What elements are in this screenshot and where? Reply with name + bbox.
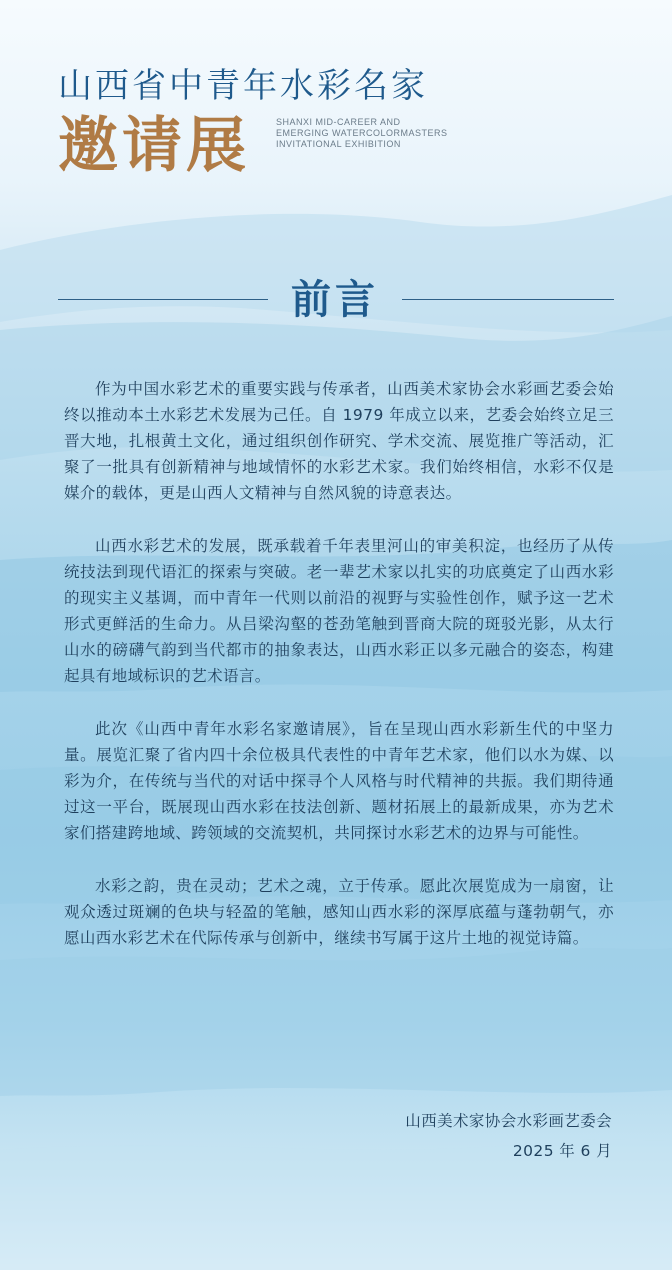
section-title-preface: 前言 [291,276,379,323]
preface-paragraph: 此次《山西中青年水彩名家邀请展》，旨在呈现山西水彩新生代的中坚力量。展览汇聚了省内四十余位极具代表性的中青年艺术家，他们以水为媒、以彩为介，在传统与当代的对话中探寻个人风格与时代精神的共振。我们期待通过这一平台，既展现山西水彩在技法创新、题材拓展上的最新成果，亦为艺术家们搭建跨地域、跨领域的交流契机，共同探讨水彩艺术的边界与可能性。 [64,720,614,842]
exhibition-title: 山西省中青年水彩名家 [58,66,428,106]
english-title-line: SHANXI MID-CAREER AND [276,117,401,127]
divider-right [402,299,614,300]
preface-paragraph: 作为中国水彩艺术的重要实践与传承者，山西美术家协会水彩画艺委会始终以推动本土水彩艺术发展为己任。自 1979 年成立以来，艺委会始终立足三晋大地，扎根黄土文化，通过组织创作研究、学术交流、展览推广等活动，汇聚了一批具有创新精神与地域情怀的水彩艺术家。我们始终相信，水彩不仅是媒介的载体，更是山西人文精神与自然风貌的诗意表达。 [64,380,614,502]
signature-block [405,1106,612,1166]
preface-body [64,376,614,978]
divider-left [58,299,268,300]
preface-paragraph: 水彩之韵，贵在灵动；艺术之魂，立于传承。愿此次展览成为一扇窗，让观众透过斑斓的色块与轻盈的笔触，感知山西水彩的深厚底蕴与蓬勃朝气，亦愿山西水彩艺术在代际传承与创新中，继续书写属于这片土地的视觉诗篇。 [64,877,614,947]
exhibition-subtitle: 邀请展 [58,111,250,181]
english-title [276,117,476,150]
english-title-line: EMERGING WATERCOLORMASTERS [276,128,448,138]
english-title-line: INVITATIONAL EXHIBITION [276,139,401,149]
signature-org: 山西美术家协会水彩画艺委会 [405,1112,612,1130]
signature-date: 2025 年 6 月 [512,1142,612,1160]
preface-paragraph: 山西水彩艺术的发展，既承载着千年表里河山的审美积淀，也经历了从传统技法到现代语汇的探索与突破。老一辈艺术家以扎实的功底奠定了山西水彩的现实主义基调，而中青年一代则以前沿的视野与实验性创作，赋予这一艺术形式更鲜活的生命力。从吕梁沟壑的苍劲笔触到晋商大院的斑驳光影，从太行山水的磅礴气韵到当代都市的抽象表达，山西水彩正以多元融合的姿态，构建起具有地域标识的艺术语言。 [64,537,614,685]
